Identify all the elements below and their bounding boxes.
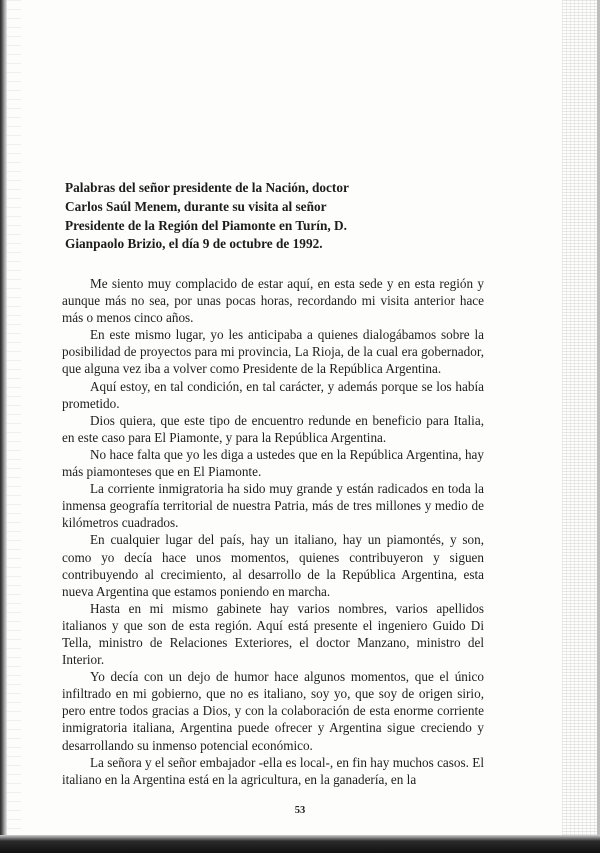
paragraph: En este mismo lugar, yo les anticipaba a quienes dialogábamos sobre la posibilidad de proyectos para mi provincia, La Rioja, de la cual era gobernador, que alguna vez iba a volver como Presidente de la República Argentina. — [62, 327, 484, 377]
scan-bottom-edge — [0, 835, 600, 853]
scan-edge-noise — [562, 0, 600, 853]
paragraph: En cualquier lugar del país, hay un italiano, hay un piamontés, y son, como yo decía hace unos momentos, quienes contribuyeron y siguen contribuyendo al crecimiento, al desarrollo de la República Argentina, esta nueva Argentina que estamos poniendo en marcha. — [62, 532, 484, 599]
paragraph: Hasta en mi mismo gabinete hay varios nombres, varios apellidos italianos y que son de esta región. Aquí está presente el ingeniero Guido Di Tella, ministro de Relaciones Exteriores, el doctor Manzano, ministro del Interior. — [62, 600, 484, 668]
binding-shadow — [7, 0, 21, 853]
binding-edge — [0, 0, 7, 853]
paragraph: Dios quiera, que este tipo de encuentro redunde en beneficio para Italia, en este caso para El Piamonte, y para la República Argentina. — [62, 412, 484, 445]
speech-body — [62, 275, 484, 788]
paragraph: La señora y el señor embajador -ella es local-, en fin hay muchos casos. El italiano en la Argentina está en la agricultura, en la ganadería, en la — [62, 754, 484, 787]
paragraph: Aquí estoy, en tal condición, en tal carácter, y además porque se los había prometido. — [62, 378, 484, 411]
paragraph: Yo decía con un dejo de humor hace algunos momentos, que el único infiltrado en mi gobierno, que no es italiano, soy yo, que soy de origen sirio, pero entre todos gracias a Dios, y con la colaboración de esta enorme corriente inmigratoria italiana, Argentina puede ofrecer y Argentina sigue creciendo y desarrollando su inmenso potencial económico. — [62, 669, 484, 753]
paragraph: Me siento muy complacido de estar aquí, en esta sede y en esta región y aunque más no sea, por unas pocas horas, recordando mi visita anterior hace más o menos cinco años. — [62, 276, 484, 326]
paragraph: No hace falta que yo les diga a ustedes que en la República Argentina, hay más piamonteses que en El Piamonte. — [62, 446, 484, 480]
speech-title: Palabras del señor presidente de la Nación, doctor Carlos Saúl Menem, durante su visita al señor Presidente de la Región del Piamonte en Turín, D. Gianpaolo Brizio, el día 9 de octubre de 1992. — [65, 180, 349, 252]
paragraph: La corriente inmigratoria ha sido muy grande y están radicados en toda la inmensa geografía territorial de nuestra Patria, más de tres millones y medio de kilómetros cuadrados. — [62, 481, 484, 531]
page-number: 53 — [294, 805, 306, 816]
